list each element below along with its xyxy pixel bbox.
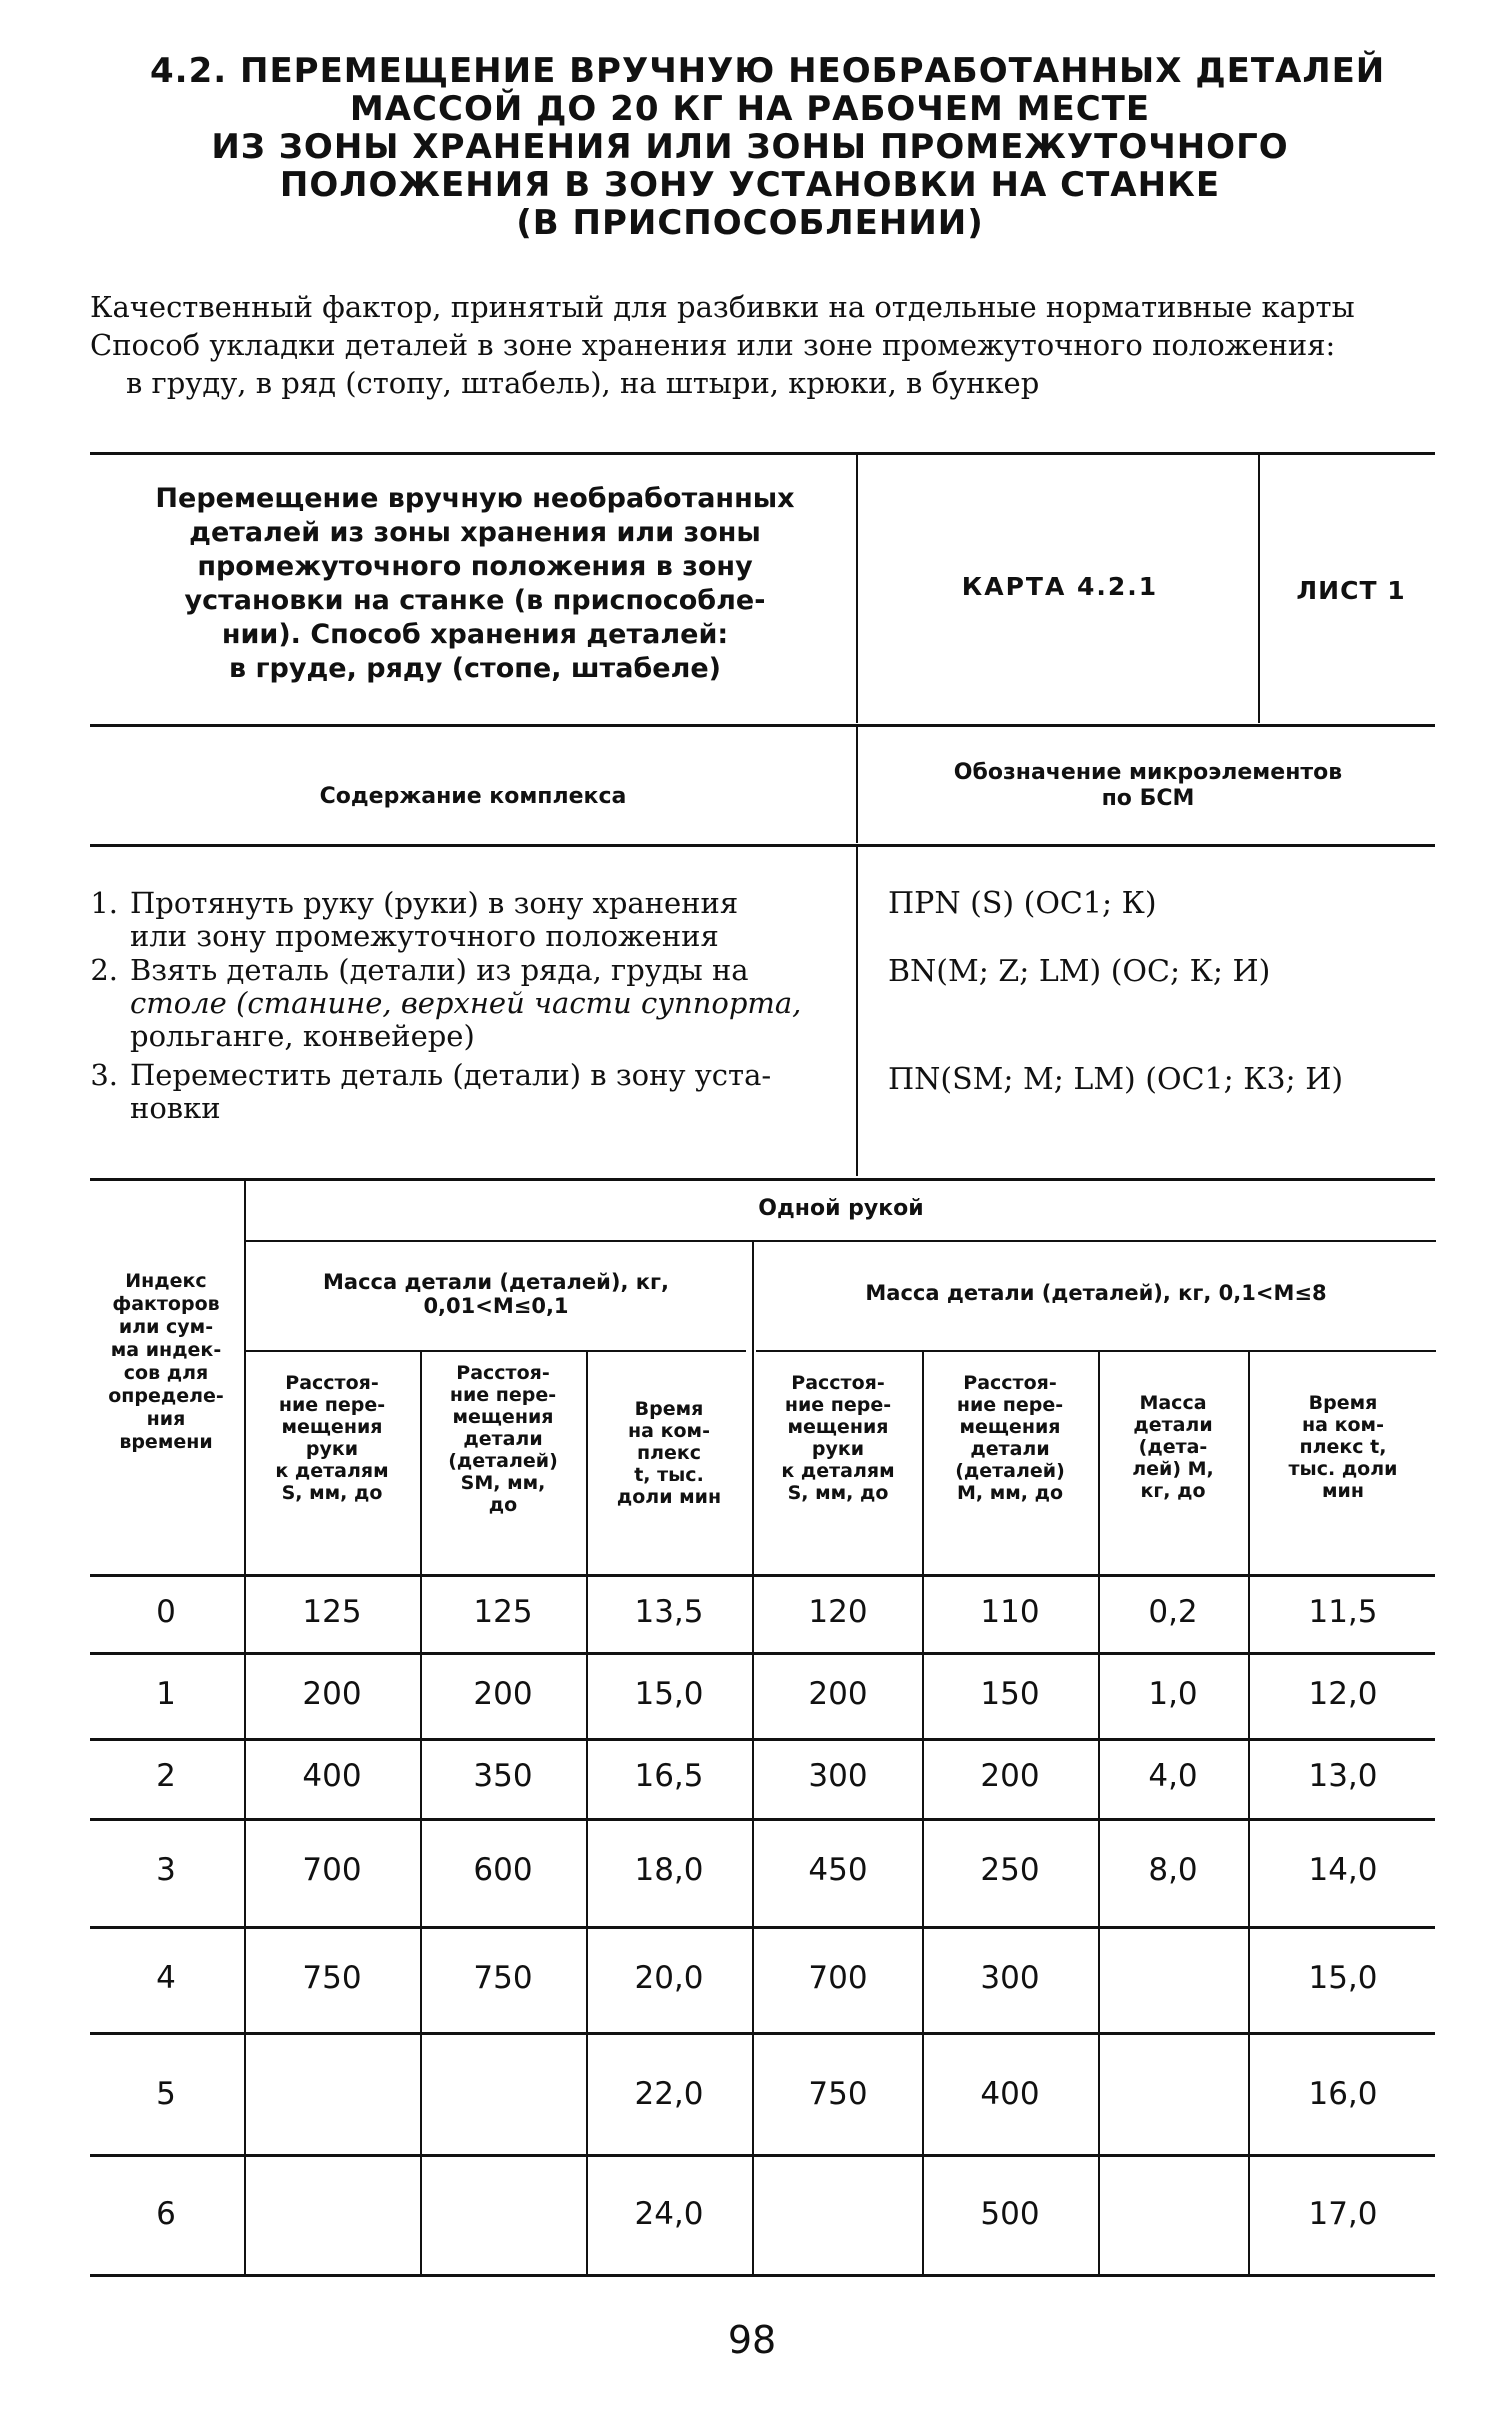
mass-group-1-line: Масса детали (деталей), кг, <box>323 1270 669 1294</box>
table-cell: 200 <box>302 1676 362 1712</box>
micro-header-line-1: Обозначение микроэлементов <box>953 760 1343 785</box>
sub-header-line: кг, до <box>1140 1480 1206 1502</box>
micro-element-2: BN(M; Z; LM) (ОС; К; И) <box>888 954 1271 989</box>
step-1 <box>78 887 838 953</box>
one-hand-rule <box>246 1240 1436 1242</box>
card-title-line: нии). Способ хранения деталей: <box>221 619 729 650</box>
group-divider-rule <box>752 1242 754 2275</box>
sub-header-line: доли мин <box>616 1486 722 1508</box>
table-cell: 400 <box>302 1758 362 1794</box>
card-divider-2 <box>1258 453 1260 723</box>
micro-element-1: ПРN (S) (ОС1; К) <box>888 886 1157 921</box>
sub-header-line: на ком- <box>1302 1414 1384 1436</box>
sub-header-line: S, мм, до <box>787 1482 889 1504</box>
table-cell: 750 <box>302 1960 362 1996</box>
intro-text <box>90 288 1450 402</box>
table-cell: 8,0 <box>1148 1852 1198 1888</box>
sub-header-line: t, тыс. <box>634 1464 704 1486</box>
table-cell: 12,0 <box>1308 1676 1378 1712</box>
index-header-line: или сум- <box>118 1316 214 1338</box>
sub-header-3 <box>588 1398 750 1508</box>
sub-header-line: (деталей) <box>448 1450 558 1472</box>
sub-header-7 <box>1250 1392 1436 1502</box>
table-cell: 110 <box>980 1594 1040 1630</box>
step-text-line: рольганге, конвейере) <box>130 1019 475 1053</box>
index-header-line: Индекс <box>125 1270 207 1292</box>
step-number: 2. <box>90 953 118 987</box>
step-text-line: или зону промежуточного положения <box>130 919 719 953</box>
sub-header-6 <box>1100 1392 1246 1502</box>
sub-header-line: S, мм, до <box>281 1482 383 1504</box>
table-cell: 200 <box>473 1676 533 1712</box>
index-header-line: сов для <box>123 1362 209 1384</box>
card-title-line: деталей из зоны хранения или зоны <box>189 517 761 548</box>
table-cell: 24,0 <box>634 2196 704 2232</box>
sub-header-line: Расстоя- <box>963 1372 1057 1394</box>
table-cell: 250 <box>980 1852 1040 1888</box>
sub-header-line: руки <box>305 1438 359 1460</box>
table-cell: 20,0 <box>634 1960 704 1996</box>
heading-line-5: (В ПРИСПОСОБЛЕНИИ) <box>516 203 984 243</box>
sub-header-line: на ком- <box>628 1420 710 1442</box>
micro-header-line-2: по БСМ <box>1101 786 1195 811</box>
complex-bottom-rule <box>90 1178 1435 1181</box>
step-number: 3. <box>90 1058 118 1092</box>
mass-group-2-header: Масса детали (деталей), кг, 0,1<M≤8 <box>865 1281 1327 1305</box>
table-header-bottom-rule <box>90 1574 1435 1577</box>
card-title-line: установки на станке (в приспособле- <box>184 585 766 616</box>
mass-group-1-header <box>246 1270 746 1318</box>
heading-line-4: ПОЛОЖЕНИЯ В ЗОНУ УСТАНОВКИ НА СТАНКЕ <box>279 165 1221 205</box>
sub-header-line: до <box>488 1494 518 1516</box>
card-title-line: Перемещение вручную необработанных <box>155 483 795 514</box>
table-cell: 120 <box>808 1594 868 1630</box>
table-cell: 700 <box>302 1852 362 1888</box>
table-cell: 16,5 <box>634 1758 704 1794</box>
intro-line-3: в груду, в ряд (стопу, штабель), на штыри, крюки, в бункер <box>126 366 1040 400</box>
card-title-line: в груде, ряду (стопе, штабеле) <box>228 653 722 684</box>
sub-header-2 <box>422 1362 584 1516</box>
sub-header-line: ние пере- <box>956 1394 1064 1416</box>
table-cell: 300 <box>808 1758 868 1794</box>
table-cell: 14,0 <box>1308 1852 1378 1888</box>
row-rule <box>90 1738 1435 1741</box>
sub-header-line: детали <box>463 1428 543 1450</box>
table-cell: 11,5 <box>1308 1594 1378 1630</box>
one-hand-header: Одной рукой <box>758 1196 924 1221</box>
table-cell-index: 4 <box>156 1960 176 1996</box>
sub-header-line: мещения <box>452 1406 554 1428</box>
heading-line-1: 4.2. ПЕРЕМЕЩЕНИЕ ВРУЧНУЮ НЕОБРАБОТАННЫХ ДЕТАЛЕЙ <box>150 51 1386 91</box>
index-header <box>90 1270 242 1454</box>
row-rule <box>90 2154 1435 2157</box>
sub-header-line: Время <box>634 1398 704 1420</box>
table-cell: 22,0 <box>634 2076 704 2112</box>
intro-line-2: Способ укладки деталей в зоне хранения или зоне промежуточного положения: <box>90 328 1336 362</box>
sub-header-line: Время <box>1308 1392 1378 1414</box>
sub-header-line: SM, мм, <box>460 1472 546 1494</box>
card-top-rule <box>90 452 1435 455</box>
table-cell-index: 1 <box>156 1676 176 1712</box>
table-cell: 200 <box>808 1676 868 1712</box>
card-header-rule <box>90 724 1435 727</box>
table-cell: 200 <box>980 1758 1040 1794</box>
table-cell: 500 <box>980 2196 1040 2232</box>
table-cell: 13,0 <box>1308 1758 1378 1794</box>
heading-line-2: МАССОЙ ДО 20 КГ НА РАБОЧЕМ МЕСТЕ <box>349 89 1151 129</box>
sub-header-line: плекс t, <box>1299 1436 1387 1458</box>
table-cell: 600 <box>473 1852 533 1888</box>
table-cell: 4,0 <box>1148 1758 1198 1794</box>
card-title-line: промежуточного положения в зону <box>197 551 753 582</box>
table-cell: 1,0 <box>1148 1676 1198 1712</box>
section-heading <box>150 51 1386 243</box>
sub-header-line: к деталям <box>781 1460 895 1482</box>
table-cell: 750 <box>808 2076 868 2112</box>
table-cell-index: 2 <box>156 1758 176 1794</box>
table-cell: 700 <box>808 1960 868 1996</box>
table-cell: 15,0 <box>1308 1960 1378 1996</box>
sub-header-line: тыс. доли <box>1288 1458 1398 1480</box>
sub-header-line: лей) M, <box>1132 1458 1214 1480</box>
sheet-number: ЛИСТ 1 <box>1296 576 1406 605</box>
micro-elements-header <box>858 760 1438 812</box>
step-2 <box>78 954 838 1053</box>
sub-header-line: ние пере- <box>449 1384 557 1406</box>
index-header-line: факторов <box>112 1293 220 1315</box>
step-text-line: Переместить деталь (детали) в зону уста- <box>130 1058 772 1092</box>
step-text <box>130 887 838 953</box>
card-title <box>100 482 850 686</box>
step-text-line: Протянуть руку (руки) в зону хранения <box>130 886 739 920</box>
sub-header-line: (дета- <box>1138 1436 1208 1458</box>
step-text-line: новки <box>130 1091 221 1125</box>
table-cell: 150 <box>980 1676 1040 1712</box>
intro-line-1: Качественный фактор, принятый для разбивки на отдельные нормативные карты <box>90 290 1355 324</box>
sub-header-line: Расстоя- <box>456 1362 550 1384</box>
sub-header-line: мещения <box>959 1416 1061 1438</box>
table-cell: 125 <box>302 1594 362 1630</box>
sub-header-line: руки <box>811 1438 865 1460</box>
sub-header-line: Расстоя- <box>791 1372 885 1394</box>
sub-header-line: Расстоя- <box>285 1372 379 1394</box>
step-text <box>130 1059 838 1125</box>
heading-line-3: ИЗ ЗОНЫ ХРАНЕНИЯ ИЛИ ЗОНЫ ПРОМЕЖУТОЧНОГО <box>211 127 1289 167</box>
table-cell: 0,2 <box>1148 1594 1198 1630</box>
group-2-rule <box>756 1350 1436 1352</box>
step-text-line: столе (станине, верхней части суппорта, <box>130 986 802 1020</box>
table-cell-index: 6 <box>156 2196 176 2232</box>
table-cell: 750 <box>473 1960 533 1996</box>
sub-header-line: Масса <box>1139 1392 1207 1414</box>
table-cell: 13,5 <box>634 1594 704 1630</box>
table-cell: 350 <box>473 1758 533 1794</box>
row-rule <box>90 1818 1435 1821</box>
table-cell: 450 <box>808 1852 868 1888</box>
table-cell: 400 <box>980 2076 1040 2112</box>
table-cell-index: 5 <box>156 2076 176 2112</box>
table-bottom-rule <box>90 2274 1435 2277</box>
complex-body-divider <box>856 846 858 1176</box>
complex-content-header: Содержание комплекса <box>319 784 627 809</box>
sub-header-line: плекс <box>636 1442 702 1464</box>
group-1-rule <box>246 1350 746 1352</box>
row-rule <box>90 1652 1435 1655</box>
table-cell: 15,0 <box>634 1676 704 1712</box>
sub-header-line: ние пере- <box>784 1394 892 1416</box>
table-cell-index: 3 <box>156 1852 176 1888</box>
step-3 <box>78 1059 838 1125</box>
micro-element-3: ПN(SM; M; LM) (ОС1; К3; И) <box>888 1062 1344 1097</box>
sub-header-line: к деталям <box>275 1460 389 1482</box>
mass-group-1-line: 0,01<M≤0,1 <box>423 1294 569 1318</box>
index-header-line: ма индек- <box>110 1339 222 1361</box>
card-number: КАРТА 4.2.1 <box>961 572 1159 601</box>
table-cell: 18,0 <box>634 1852 704 1888</box>
step-text <box>130 954 838 1053</box>
sub-header-line: детали <box>1133 1414 1213 1436</box>
sub-header-1 <box>246 1372 418 1504</box>
sub-header-5 <box>924 1372 1096 1504</box>
sub-header-line: мещения <box>281 1416 383 1438</box>
row-rule <box>90 1926 1435 1929</box>
table-cell: 125 <box>473 1594 533 1630</box>
card-divider-1 <box>856 453 858 723</box>
table-cell-index: 0 <box>156 1594 176 1630</box>
sub-header-line: M, мм, до <box>956 1482 1064 1504</box>
sub-header-line: мин <box>1322 1480 1364 1502</box>
index-header-line: определе- <box>108 1385 224 1407</box>
table-cell: 16,0 <box>1308 2076 1378 2112</box>
index-header-line: времени <box>119 1431 213 1453</box>
sub-header-line: мещения <box>787 1416 889 1438</box>
sub-header-line: детали <box>970 1438 1050 1460</box>
page-number: 98 <box>727 2318 777 2362</box>
step-number: 1. <box>90 886 118 920</box>
sub-header-line: (деталей) <box>955 1460 1065 1482</box>
sub-header-line: ние пере- <box>278 1394 386 1416</box>
step-text-line: Взять деталь (детали) из ряда, груды на <box>130 953 749 987</box>
complex-header-rule <box>90 844 1435 847</box>
index-header-line: ния <box>146 1408 186 1430</box>
row-rule <box>90 2032 1435 2035</box>
table-cell: 17,0 <box>1308 2196 1378 2232</box>
sub-header-4 <box>756 1372 920 1504</box>
table-col-rule <box>244 1180 246 2275</box>
table-cell: 300 <box>980 1960 1040 1996</box>
